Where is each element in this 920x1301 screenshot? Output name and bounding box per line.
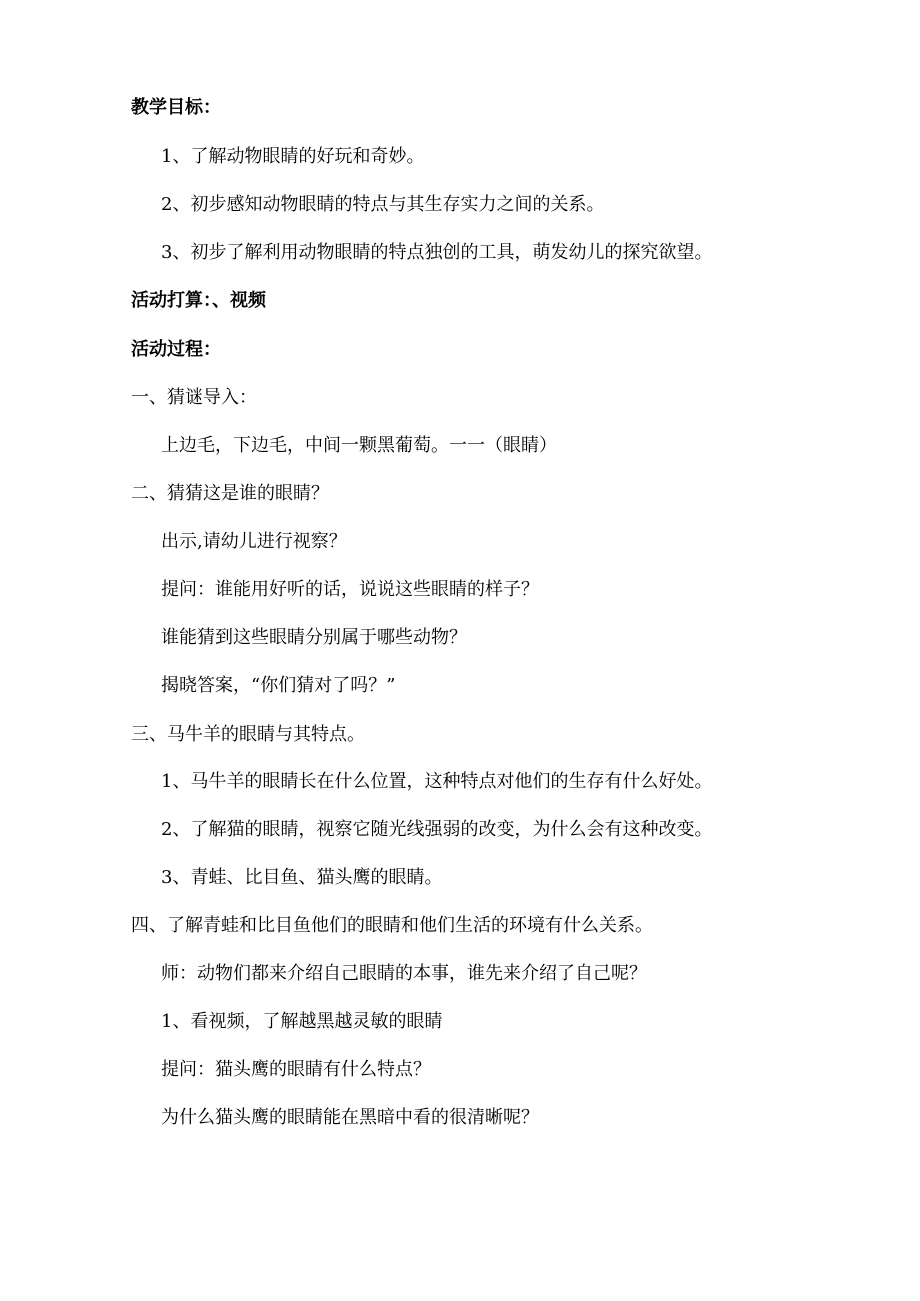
heading-teaching-goals: 教学目标： [131, 97, 221, 118]
section-4-line-1: 师：动物们都来介绍自己眼睛的本事，谁先来介绍了自己呢？ [161, 963, 647, 984]
section-2-line-4: 揭晓答案，“你们猜对了吗？” [161, 675, 396, 696]
riddle-text: 上边毛，下边毛，中间一颗黑葡萄。一一（眼睛） [161, 435, 557, 456]
section-4-title: 四、了解青蛙和比目鱼他们的眼睛和他们生活的环境有什么关系。 [131, 915, 653, 936]
goal-1: 1、了解动物眼睛的好玩和奇妙。 [161, 146, 425, 167]
section-3-item-3: 3、青蛙、比目鱼、猫头鹰的眼睛。 [161, 867, 443, 888]
section-2-line-2: 提问：谁能用好听的话，说说这些眼睛的样子？ [161, 579, 539, 600]
heading-activity-process: 活动过程： [131, 339, 221, 360]
section-3-item-1: 1、马牛羊的眼睛长在什么位置，这种特点对他们的生存有什么好处。 [161, 771, 713, 792]
section-3-item-2: 2、了解猫的眼睛，视察它随光线强弱的改变，为什么会有这种改变。 [161, 819, 713, 840]
section-4-line-3: 提问：猫头鹰的眼睛有什么特点？ [161, 1059, 431, 1080]
section-4-line-4: 为什么猫头鹰的眼睛能在黑暗中看的很清晰呢？ [161, 1107, 539, 1128]
section-2-line-1: 出示,请幼儿进行视察？ [161, 531, 347, 552]
section-4-line-2: 1、看视频，了解越黑越灵敏的眼睛 [161, 1011, 443, 1032]
section-3-title: 三、马牛羊的眼睛与其特点。 [131, 724, 365, 745]
goal-3: 3、初步了解利用动物眼睛的特点独创的工具，萌发幼儿的探究欲望。 [161, 242, 713, 263]
heading-activity-prep: 活动打算：、视频 [131, 290, 266, 311]
section-2-title: 二、猜猜这是谁的眼睛？ [131, 483, 329, 504]
section-2-line-3: 谁能猜到这些眼睛分别属于哪些动物？ [161, 627, 467, 648]
goal-2: 2、初步感知动物眼睛的特点与其生存实力之间的关系。 [161, 194, 605, 215]
section-1-title: 一、猜谜导入： [131, 387, 257, 408]
